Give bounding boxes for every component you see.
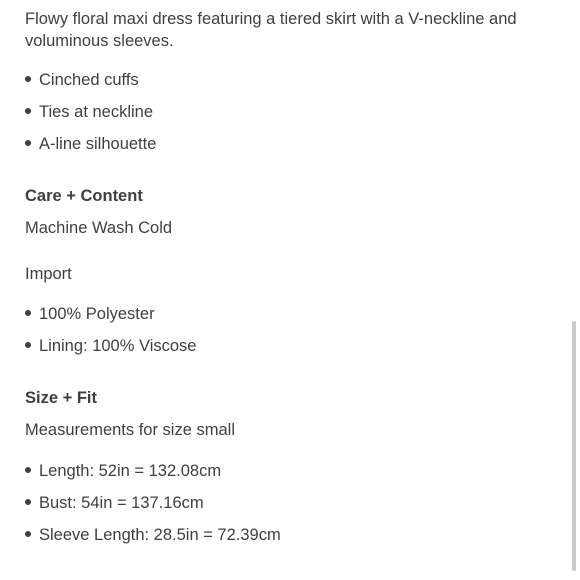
bullet-icon — [25, 108, 31, 114]
bullet-icon — [25, 342, 31, 348]
feature-item: Ties at neckline — [25, 96, 555, 128]
feature-item: Cinched cuffs — [25, 64, 555, 96]
feature-list — [25, 64, 555, 160]
bullet-icon — [25, 310, 31, 316]
measurement-item: Bust: 54in = 137.16cm — [25, 487, 555, 519]
measurements-list — [25, 455, 555, 551]
feature-item: A-line silhouette — [25, 128, 555, 160]
bullet-icon — [25, 499, 31, 505]
vertical-scrollbar[interactable] — [572, 321, 576, 571]
material-item: Lining: 100% Viscose — [25, 330, 555, 362]
size-fit-heading: Size + Fit — [25, 389, 97, 407]
care-content-heading: Care + Content — [25, 187, 143, 205]
size-note-text: Measurements for size small — [25, 421, 235, 439]
material-item: 100% Polyester — [25, 298, 555, 330]
product-details — [25, 8, 555, 551]
care-origin-text: Import — [25, 265, 72, 283]
measurement-item: Sleeve Length: 28.5in = 72.39cm — [25, 519, 555, 551]
product-description: Flowy floral maxi dress featuring a tiered skirt with a V-neckline and voluminous sleeves. — [25, 10, 517, 50]
bullet-icon — [25, 467, 31, 473]
bullet-icon — [25, 531, 31, 537]
care-wash-text: Machine Wash Cold — [25, 219, 173, 237]
bullet-icon — [25, 76, 31, 82]
measurement-item: Length: 52in = 132.08cm — [25, 455, 555, 487]
bullet-icon — [25, 140, 31, 146]
materials-list — [25, 298, 555, 362]
